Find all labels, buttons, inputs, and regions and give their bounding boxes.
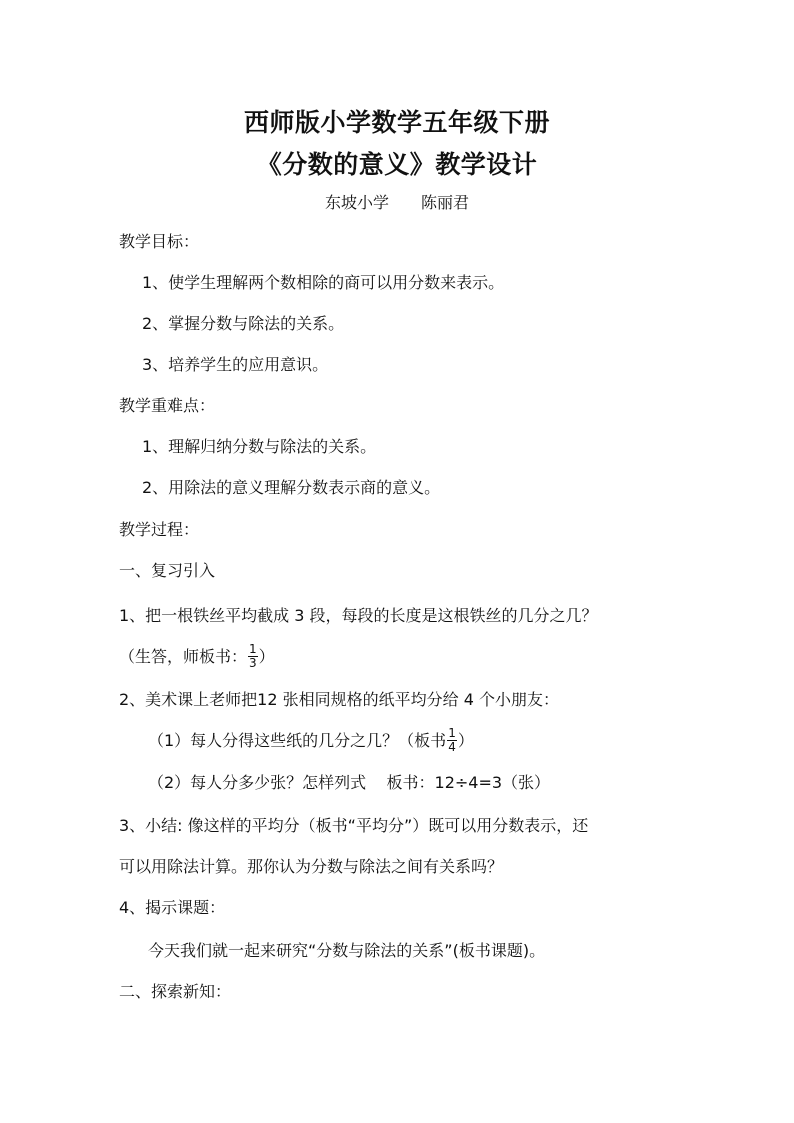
fraction-one-third xyxy=(248,643,258,670)
fraction-numerator: 1 xyxy=(249,642,257,656)
item4-heading: 4、揭示课题： xyxy=(119,898,226,917)
item1-answer-prefix: （生答，师板书： xyxy=(119,647,248,666)
keypoint-item: 1、理解归纳分数与除法的关系。 xyxy=(142,437,377,456)
item1-text: 1、把一根铁丝平均截成 3 段，每段的长度是这根铁丝的几分之几？ xyxy=(119,606,598,625)
objectives-heading: 教学目标： xyxy=(119,232,200,251)
item3-line1: 3、小结: 像这样的平均分（板书“平均分”）既可以用分数表示，还 xyxy=(119,816,589,835)
objective-item: 1、使学生理解两个数相除的商可以用分数来表示。 xyxy=(142,273,505,292)
document-title-line1: 西师版小学数学五年级下册 xyxy=(243,108,550,137)
keypoint-item: 2、用除法的意义理解分数表示商的意义。 xyxy=(142,478,441,497)
author-name: 陈丽君 xyxy=(421,193,470,212)
author-line xyxy=(0,190,794,213)
item2-sub1 xyxy=(148,728,474,755)
item2-sub1-prefix: （1）每人分得这些纸的几分之几？（板书 xyxy=(148,731,447,750)
fraction-denominator: 4 xyxy=(448,740,456,754)
item3-line2: 可以用除法计算。那你认为分数与除法之间有关系吗？ xyxy=(119,857,504,876)
author-school: 东坡小学 xyxy=(324,193,389,212)
item4-text: 今天我们就一起来研究“分数与除法的关系”(板书课题)。 xyxy=(148,941,546,960)
process-heading: 教学过程： xyxy=(119,520,200,539)
item2-text: 2、美术课上老师把12 张相同规格的纸平均分给 4 个小朋友： xyxy=(119,690,559,709)
item2-sub1-suffix: ） xyxy=(457,731,474,750)
document-title-line2: 《分数的意义》教学设计 xyxy=(256,150,538,179)
fraction-one-quarter xyxy=(447,727,457,754)
fraction-numerator: 1 xyxy=(448,726,456,740)
item1-answer-suffix: ） xyxy=(258,647,275,666)
section2-heading: 二、探索新知： xyxy=(119,982,232,1001)
item1-answer xyxy=(119,644,275,671)
fraction-denominator: 3 xyxy=(249,656,257,670)
item2-sub2: （2）每人分多少张？怎样列式 板书：12÷4=3（张） xyxy=(148,773,551,792)
keypoints-heading: 教学重难点： xyxy=(119,396,216,415)
section1-heading: 一、复习引入 xyxy=(119,561,216,580)
objective-item: 3、培养学生的应用意识。 xyxy=(142,355,329,374)
objective-item: 2、掌握分数与除法的关系。 xyxy=(142,314,345,333)
